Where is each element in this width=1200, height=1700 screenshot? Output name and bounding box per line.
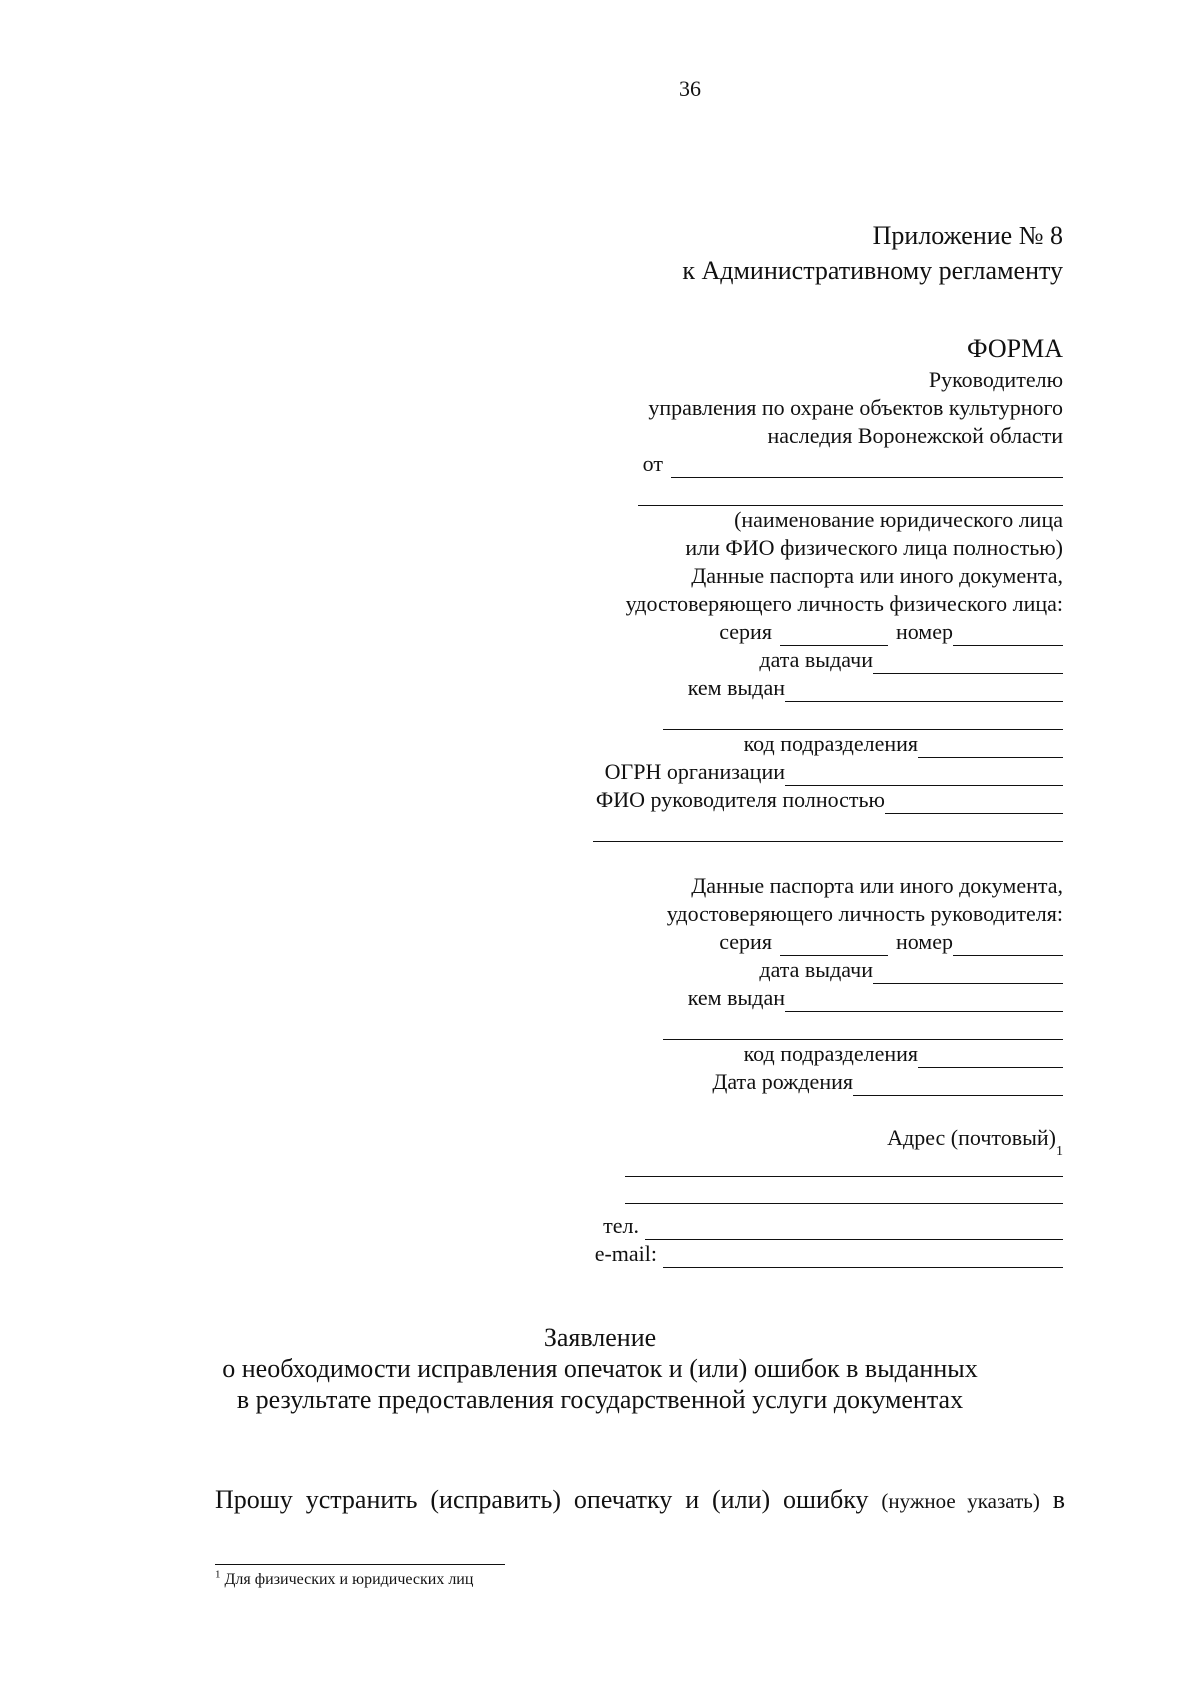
applicant-issue-date-row — [503, 646, 1063, 674]
applicant-hint-1: (наименование юридического лица — [734, 507, 1063, 532]
form-label: ФОРМА — [967, 334, 1063, 363]
applicant-issue-date-field[interactable] — [873, 651, 1063, 674]
head-passport-block — [503, 872, 1063, 1096]
applicant-issue-date-label: дата выдачи — [759, 647, 873, 672]
body-note: (нужное указать) — [881, 1489, 1040, 1513]
head-division-code-label: код подразделения — [743, 1041, 918, 1066]
head-passport-line-2: удостоверяющего личность руководителя: — [666, 901, 1063, 926]
phone-label: тел. — [603, 1213, 639, 1238]
head-issued-by-label: кем выдан — [687, 985, 785, 1010]
statement-subtitle-1: о необходимости исправления опечаток и (или) ошибок в выданных — [222, 1354, 978, 1383]
applicant-passport-line-1: Данные паспорта или иного документа, — [691, 563, 1063, 588]
page-number: 36 — [679, 76, 701, 101]
applicant-issued-by-field-continued[interactable] — [663, 707, 1063, 730]
applicant-issued-by-field[interactable] — [785, 679, 1063, 702]
address-label-row: Адрес (почтовый) 1 — [887, 1125, 1063, 1159]
head-division-code-field[interactable] — [918, 1045, 1063, 1068]
ogrn-row — [503, 758, 1063, 786]
footnote — [215, 1570, 473, 1590]
applicant-series-label: серия — [719, 619, 772, 644]
footnote-text: Для физических и юридических лиц — [224, 1571, 474, 1588]
statement-heading: Заявление — [543, 1323, 657, 1352]
email-label: e-mail: — [594, 1241, 657, 1266]
appendix-number: Приложение № 8 — [872, 221, 1063, 250]
address-field-1[interactable] — [625, 1158, 1063, 1177]
statement-subtitle-2: в результате предоставления государственной услуги документах — [236, 1385, 964, 1414]
from-row-continued — [503, 478, 1063, 506]
ogrn-field[interactable] — [785, 763, 1063, 786]
head-name-label: ФИО руководителя полностью — [595, 787, 885, 812]
contacts-block — [503, 1124, 1063, 1268]
applicant-issued-by-label: кем выдан — [687, 675, 785, 700]
applicant-number-field[interactable] — [953, 623, 1063, 646]
applicant-number-label: номер — [895, 619, 953, 644]
address-lines — [625, 1158, 1063, 1204]
head-issued-by-field[interactable] — [785, 989, 1063, 1012]
addressee-line-1: Руководителю — [928, 367, 1063, 392]
body-tail: в — [1052, 1485, 1066, 1514]
head-series-field[interactable] — [780, 933, 888, 956]
birth-date-row — [503, 1068, 1063, 1096]
applicant-issued-by-row — [503, 674, 1063, 702]
head-issued-by-row-continued — [503, 1012, 1063, 1040]
applicant-series-field[interactable] — [780, 623, 888, 646]
head-number-field[interactable] — [953, 933, 1063, 956]
email-row — [503, 1240, 1063, 1268]
head-series-label: серия — [719, 929, 772, 954]
from-row — [503, 450, 1063, 478]
phone-field[interactable] — [645, 1217, 1063, 1240]
email-field[interactable] — [663, 1245, 1063, 1268]
head-issued-by-field-continued[interactable] — [663, 1017, 1063, 1040]
head-series-number-row — [503, 928, 1063, 956]
head-name-field[interactable] — [885, 791, 1063, 814]
appendix-header — [563, 218, 1063, 288]
appendix-reference: к Административному регламенту — [682, 256, 1063, 285]
body-request-text: Прошу устранить (исправить) опечатку и (или) ошибку — [215, 1485, 869, 1514]
applicant-division-code-row — [503, 730, 1063, 758]
head-name-row-continued — [503, 814, 1063, 842]
footnote-divider — [215, 1564, 505, 1565]
applicant-issued-by-row-continued — [503, 702, 1063, 730]
birth-date-label: Дата рождения — [712, 1069, 853, 1094]
address-label: Адрес (почтовый) — [887, 1125, 1056, 1150]
ogrn-label: ОГРН организации — [604, 759, 785, 784]
head-division-code-row — [503, 1040, 1063, 1068]
applicant-hint-2: или ФИО физического лица полностью) — [685, 535, 1063, 560]
address-field-2[interactable] — [625, 1185, 1063, 1204]
birth-date-field[interactable] — [853, 1073, 1063, 1096]
head-name-field-continued[interactable] — [593, 819, 1063, 842]
applicant-division-code-field[interactable] — [918, 735, 1063, 758]
applicant-passport-line-2: удостоверяющего личность физического лица: — [625, 591, 1063, 616]
head-issue-date-label: дата выдачи — [759, 957, 873, 982]
head-name-row — [503, 786, 1063, 814]
addressee-block — [503, 366, 1063, 842]
addressee-line-2: управления по охране объектов культурного — [648, 395, 1063, 420]
from-field[interactable] — [671, 455, 1063, 478]
from-field-continued[interactable] — [638, 483, 1063, 506]
statement-body — [215, 1484, 1065, 1517]
statement-title — [0, 1322, 1200, 1415]
head-passport-line-1: Данные паспорта или иного документа, — [691, 873, 1063, 898]
phone-row — [503, 1212, 1063, 1240]
applicant-series-number-row — [503, 618, 1063, 646]
head-number-label: номер — [895, 929, 953, 954]
addressee-line-3: наследия Воронежской области — [767, 423, 1063, 448]
footnote-mark: 1 — [215, 1568, 221, 1581]
head-issue-date-row — [503, 956, 1063, 984]
head-issue-date-field[interactable] — [873, 961, 1063, 984]
head-issued-by-row — [503, 984, 1063, 1012]
applicant-division-code-label: код подразделения — [743, 731, 918, 756]
from-label: от — [642, 451, 663, 476]
